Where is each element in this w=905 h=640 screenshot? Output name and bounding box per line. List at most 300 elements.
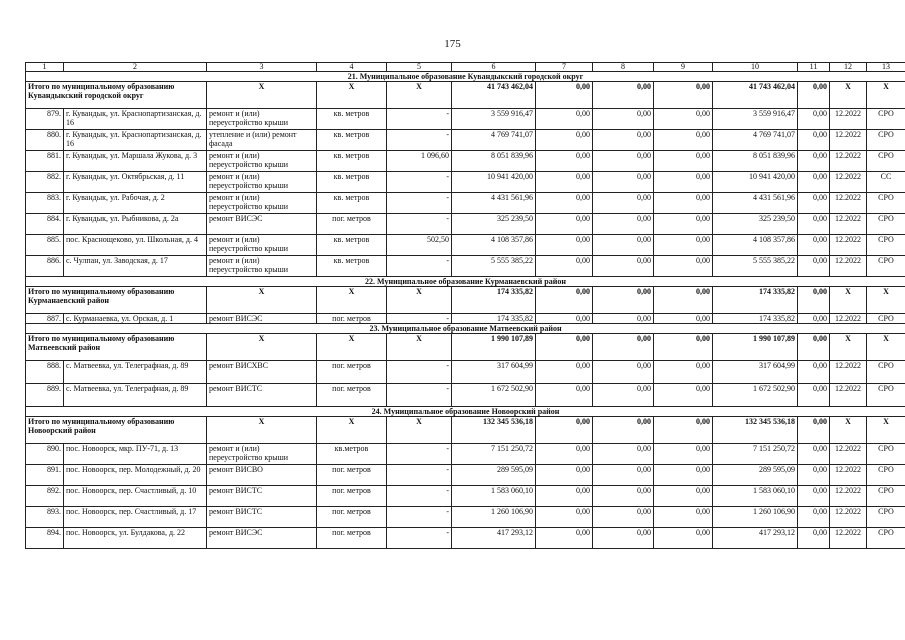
row-deadline: 12.2022: [830, 172, 867, 193]
total-c10: 1 990 107,89: [713, 334, 798, 361]
row-c11: 0,00: [798, 235, 830, 256]
row-c6: 1 260 106,90: [452, 507, 536, 528]
row-c6: 10 941 420,00: [452, 172, 536, 193]
row-c7: 0,00: [536, 465, 593, 486]
total-c5: X: [387, 287, 452, 314]
row-address: пос. Новоорск, пер. Счастливый, д. 10: [64, 486, 207, 507]
row-deadline: 12.2022: [830, 361, 867, 384]
total-c6: 132 345 536,18: [452, 417, 536, 444]
row-c6: 325 239,50: [452, 214, 536, 235]
row-c8: 0,00: [593, 130, 654, 151]
row-unit: пог. метров: [317, 384, 387, 407]
row-c10: 1 672 502,90: [713, 384, 798, 407]
row-c8: 0,00: [593, 384, 654, 407]
row-c6: 1 672 502,90: [452, 384, 536, 407]
row-unit: пог. метров: [317, 486, 387, 507]
table-row: [26, 486, 905, 507]
total-c3: X: [207, 334, 317, 361]
row-number: 879.: [26, 109, 64, 130]
total-c5: X: [387, 82, 452, 109]
column-number: 11: [798, 63, 830, 72]
row-address: с. Матвеевка, ул. Телеграфная, д. 89: [64, 361, 207, 384]
row-method: СРО: [867, 214, 905, 235]
row-c8: 0,00: [593, 214, 654, 235]
row-method: СРО: [867, 384, 905, 407]
row-quantity: -: [387, 465, 452, 486]
row-c11: 0,00: [798, 193, 830, 214]
total-c5: X: [387, 417, 452, 444]
row-c6: 417 293,12: [452, 528, 536, 549]
row-deadline: 12.2022: [830, 465, 867, 486]
row-c8: 0,00: [593, 528, 654, 549]
section-header-row: [26, 277, 905, 287]
total-c9: 0,00: [654, 287, 713, 314]
column-number: 3: [207, 63, 317, 72]
table-row: [26, 256, 905, 277]
row-number: 894.: [26, 528, 64, 549]
column-number-row: [26, 63, 905, 72]
row-number: 887.: [26, 314, 64, 324]
row-c10: 4 431 561,96: [713, 193, 798, 214]
total-label: Итого по муниципальному образованию Новоорский район: [26, 417, 207, 444]
row-unit: кв. метров: [317, 193, 387, 214]
row-c9: 0,00: [654, 172, 713, 193]
row-address: пос. Новоорск, пер. Молодежный, д. 20: [64, 465, 207, 486]
total-c4: X: [317, 417, 387, 444]
row-method: СРО: [867, 528, 905, 549]
section-total-row: [26, 82, 905, 109]
table-row: [26, 528, 905, 549]
row-unit: кв. метров: [317, 151, 387, 172]
total-c3: X: [207, 82, 317, 109]
row-work-type: ремонт ВИСЭС: [207, 214, 317, 235]
total-label: Итого по муниципальному образованию Матвеевский район: [26, 334, 207, 361]
column-number: 2: [64, 63, 207, 72]
total-c10: 41 743 462,04: [713, 82, 798, 109]
row-c9: 0,00: [654, 528, 713, 549]
row-number: 880.: [26, 130, 64, 151]
row-method: СРО: [867, 256, 905, 277]
row-c11: 0,00: [798, 256, 830, 277]
row-deadline: 12.2022: [830, 151, 867, 172]
column-number: 7: [536, 63, 593, 72]
row-c8: 0,00: [593, 444, 654, 465]
row-work-type: ремонт ВИСХВС: [207, 361, 317, 384]
row-c7: 0,00: [536, 109, 593, 130]
row-work-type: ремонт и (или) переустройство крыши: [207, 444, 317, 465]
row-address: г. Кувандык, ул. Маршала Жукова, д. 3: [64, 151, 207, 172]
row-quantity: -: [387, 314, 452, 324]
section-title: 23. Муниципальное образование Матвеевский район: [26, 324, 905, 334]
row-quantity: 502,50: [387, 235, 452, 256]
row-c6: 317 604,99: [452, 361, 536, 384]
row-method: СРО: [867, 193, 905, 214]
section-header-row: [26, 72, 905, 82]
total-c4: X: [317, 334, 387, 361]
row-c9: 0,00: [654, 361, 713, 384]
row-c9: 0,00: [654, 151, 713, 172]
row-unit: пог. метров: [317, 361, 387, 384]
row-quantity: -: [387, 384, 452, 407]
row-c8: 0,00: [593, 465, 654, 486]
row-method: СРО: [867, 361, 905, 384]
total-c6: 174 335,82: [452, 287, 536, 314]
row-c11: 0,00: [798, 172, 830, 193]
table-row: [26, 314, 905, 324]
row-unit: кв.метров: [317, 444, 387, 465]
row-deadline: 12.2022: [830, 444, 867, 465]
row-c11: 0,00: [798, 314, 830, 324]
row-c8: 0,00: [593, 314, 654, 324]
row-number: 882.: [26, 172, 64, 193]
row-address: г. Кувандык, ул. Краснопартизанская, д. 16: [64, 130, 207, 151]
row-method: СРО: [867, 235, 905, 256]
table-row: [26, 130, 905, 151]
total-c8: 0,00: [593, 82, 654, 109]
row-quantity: -: [387, 361, 452, 384]
row-quantity: -: [387, 109, 452, 130]
row-c10: 317 604,99: [713, 361, 798, 384]
row-c10: 1 583 060,10: [713, 486, 798, 507]
row-quantity: -: [387, 130, 452, 151]
row-work-type: ремонт ВИСЭС: [207, 314, 317, 324]
row-c8: 0,00: [593, 361, 654, 384]
row-c11: 0,00: [798, 486, 830, 507]
row-c10: 4 108 357,86: [713, 235, 798, 256]
row-number: 891.: [26, 465, 64, 486]
column-number: 10: [713, 63, 798, 72]
column-number: 12: [830, 63, 867, 72]
row-quantity: -: [387, 444, 452, 465]
total-c3: X: [207, 417, 317, 444]
row-c6: 174 335,82: [452, 314, 536, 324]
row-address: с. Курманаевка, ул. Орская, д. 1: [64, 314, 207, 324]
row-c7: 0,00: [536, 130, 593, 151]
row-c7: 0,00: [536, 314, 593, 324]
row-c8: 0,00: [593, 193, 654, 214]
total-c4: X: [317, 287, 387, 314]
row-c11: 0,00: [798, 384, 830, 407]
total-c13: X: [867, 417, 905, 444]
row-c10: 325 239,50: [713, 214, 798, 235]
section-total-row: [26, 287, 905, 314]
row-c11: 0,00: [798, 507, 830, 528]
row-deadline: 12.2022: [830, 507, 867, 528]
row-unit: кв. метров: [317, 109, 387, 130]
row-c8: 0,00: [593, 172, 654, 193]
row-method: СС: [867, 172, 905, 193]
total-c8: 0,00: [593, 334, 654, 361]
row-method: СРО: [867, 314, 905, 324]
row-quantity: 1 096,60: [387, 151, 452, 172]
total-c12: X: [830, 334, 867, 361]
row-number: 885.: [26, 235, 64, 256]
row-deadline: 12.2022: [830, 130, 867, 151]
row-c9: 0,00: [654, 130, 713, 151]
section-title: 24. Муниципальное образование Новоорский район: [26, 407, 905, 417]
table-row: [26, 193, 905, 214]
table-row: [26, 151, 905, 172]
total-c9: 0,00: [654, 334, 713, 361]
total-c10: 132 345 536,18: [713, 417, 798, 444]
column-number: 4: [317, 63, 387, 72]
row-deadline: 12.2022: [830, 214, 867, 235]
row-c9: 0,00: [654, 235, 713, 256]
row-number: 888.: [26, 361, 64, 384]
row-number: 892.: [26, 486, 64, 507]
row-c11: 0,00: [798, 444, 830, 465]
row-quantity: -: [387, 507, 452, 528]
table-row: [26, 235, 905, 256]
row-c6: 1 583 060,10: [452, 486, 536, 507]
row-unit: пог. метров: [317, 465, 387, 486]
row-c6: 5 555 385,22: [452, 256, 536, 277]
row-c7: 0,00: [536, 172, 593, 193]
row-c10: 8 051 839,96: [713, 151, 798, 172]
row-unit: кв. метров: [317, 256, 387, 277]
table-row: [26, 214, 905, 235]
table-row: [26, 444, 905, 465]
row-c6: 8 051 839,96: [452, 151, 536, 172]
total-c7: 0,00: [536, 334, 593, 361]
row-method: СРО: [867, 507, 905, 528]
row-method: СРО: [867, 109, 905, 130]
row-address: пос. Новоорск, мкр. ПУ-71, д. 13: [64, 444, 207, 465]
section-header-row: [26, 324, 905, 334]
column-number: 9: [654, 63, 713, 72]
row-quantity: -: [387, 256, 452, 277]
row-c6: 7 151 250,72: [452, 444, 536, 465]
row-c10: 10 941 420,00: [713, 172, 798, 193]
table-body: [26, 63, 905, 549]
row-c10: 1 260 106,90: [713, 507, 798, 528]
table-row: [26, 109, 905, 130]
row-c7: 0,00: [536, 193, 593, 214]
table-row: [26, 172, 905, 193]
row-c7: 0,00: [536, 528, 593, 549]
row-number: 881.: [26, 151, 64, 172]
row-address: г. Кувандык, ул. Рыбникова, д. 2а: [64, 214, 207, 235]
row-quantity: -: [387, 214, 452, 235]
row-deadline: 12.2022: [830, 314, 867, 324]
row-c7: 0,00: [536, 214, 593, 235]
capital-repair-table: [25, 62, 905, 549]
row-c9: 0,00: [654, 384, 713, 407]
row-work-type: ремонт и (или) переустройство крыши: [207, 151, 317, 172]
row-c11: 0,00: [798, 151, 830, 172]
table-row: [26, 384, 905, 407]
row-number: 884.: [26, 214, 64, 235]
row-deadline: 12.2022: [830, 486, 867, 507]
total-c6: 1 990 107,89: [452, 334, 536, 361]
row-work-type: ремонт и (или) переустройство крыши: [207, 172, 317, 193]
row-unit: пог. метров: [317, 314, 387, 324]
row-method: СРО: [867, 130, 905, 151]
row-c9: 0,00: [654, 465, 713, 486]
row-c9: 0,00: [654, 214, 713, 235]
section-title: 21. Муниципальное образование Кувандыкский городской округ: [26, 72, 905, 82]
row-c10: 5 555 385,22: [713, 256, 798, 277]
total-c8: 0,00: [593, 287, 654, 314]
row-address: с. Матвеевка, ул. Телеграфная, д. 89: [64, 384, 207, 407]
table-row: [26, 507, 905, 528]
row-unit: пог. метров: [317, 507, 387, 528]
column-number: 8: [593, 63, 654, 72]
row-c11: 0,00: [798, 130, 830, 151]
row-c6: 4 108 357,86: [452, 235, 536, 256]
row-c7: 0,00: [536, 384, 593, 407]
row-c7: 0,00: [536, 486, 593, 507]
row-work-type: ремонт и (или) переустройство крыши: [207, 109, 317, 130]
row-c10: 417 293,12: [713, 528, 798, 549]
row-address: пос. Новоорск, ул. Булдакова, д. 22: [64, 528, 207, 549]
row-method: СРО: [867, 151, 905, 172]
total-c7: 0,00: [536, 417, 593, 444]
row-work-type: ремонт ВИСЭС: [207, 528, 317, 549]
row-deadline: 12.2022: [830, 384, 867, 407]
row-unit: пог. метров: [317, 528, 387, 549]
total-label: Итого по муниципальному образованию Курманаевский район: [26, 287, 207, 314]
column-number: 5: [387, 63, 452, 72]
row-c8: 0,00: [593, 109, 654, 130]
row-c7: 0,00: [536, 361, 593, 384]
row-c7: 0,00: [536, 507, 593, 528]
row-address: с. Чулпан, ул. Заводская, д. 17: [64, 256, 207, 277]
row-work-type: ремонт и (или) переустройство крыши: [207, 256, 317, 277]
row-quantity: -: [387, 193, 452, 214]
row-number: 893.: [26, 507, 64, 528]
row-c8: 0,00: [593, 507, 654, 528]
row-c9: 0,00: [654, 256, 713, 277]
row-c6: 4 431 561,96: [452, 193, 536, 214]
row-number: 889.: [26, 384, 64, 407]
row-work-type: ремонт ВИСТС: [207, 384, 317, 407]
row-number: 890.: [26, 444, 64, 465]
row-deadline: 12.2022: [830, 256, 867, 277]
row-c7: 0,00: [536, 235, 593, 256]
row-c11: 0,00: [798, 528, 830, 549]
row-address: пос. Новоорск, пер. Счастливый, д. 17: [64, 507, 207, 528]
total-c3: X: [207, 287, 317, 314]
row-c10: 289 595,09: [713, 465, 798, 486]
row-work-type: ремонт ВИСВО: [207, 465, 317, 486]
row-c11: 0,00: [798, 214, 830, 235]
total-c6: 41 743 462,04: [452, 82, 536, 109]
row-unit: пог. метров: [317, 214, 387, 235]
row-c9: 0,00: [654, 486, 713, 507]
section-total-row: [26, 334, 905, 361]
total-c13: X: [867, 82, 905, 109]
row-c9: 0,00: [654, 193, 713, 214]
total-c10: 174 335,82: [713, 287, 798, 314]
row-c9: 0,00: [654, 314, 713, 324]
row-c9: 0,00: [654, 109, 713, 130]
row-address: г. Кувандык, ул. Октябрьская, д. 11: [64, 172, 207, 193]
total-label: Итого по муниципальному образованию Кувандыкский городской округ: [26, 82, 207, 109]
row-c7: 0,00: [536, 444, 593, 465]
row-method: СРО: [867, 486, 905, 507]
total-c9: 0,00: [654, 417, 713, 444]
row-c11: 0,00: [798, 361, 830, 384]
row-c10: 3 559 916,47: [713, 109, 798, 130]
total-c11: 0,00: [798, 334, 830, 361]
row-c9: 0,00: [654, 444, 713, 465]
total-c13: X: [867, 287, 905, 314]
row-quantity: -: [387, 528, 452, 549]
section-title: 22. Муниципальное образование Курманаевский район: [26, 277, 905, 287]
row-c8: 0,00: [593, 256, 654, 277]
total-c4: X: [317, 82, 387, 109]
row-c8: 0,00: [593, 486, 654, 507]
total-c7: 0,00: [536, 82, 593, 109]
row-work-type: ремонт и (или) переустройство крыши: [207, 235, 317, 256]
total-c12: X: [830, 287, 867, 314]
section-total-row: [26, 417, 905, 444]
total-c11: 0,00: [798, 287, 830, 314]
row-address: г. Кувандык, ул. Рабочая, д. 2: [64, 193, 207, 214]
total-c11: 0,00: [798, 417, 830, 444]
row-deadline: 12.2022: [830, 109, 867, 130]
row-address: пос. Краснощеково, ул. Школьная, д. 4: [64, 235, 207, 256]
row-deadline: 12.2022: [830, 193, 867, 214]
total-c13: X: [867, 334, 905, 361]
table-row: [26, 465, 905, 486]
total-c12: X: [830, 82, 867, 109]
row-c10: 174 335,82: [713, 314, 798, 324]
row-work-type: ремонт ВИСТС: [207, 507, 317, 528]
column-number: 1: [26, 63, 64, 72]
row-c11: 0,00: [798, 465, 830, 486]
row-c7: 0,00: [536, 151, 593, 172]
row-c8: 0,00: [593, 151, 654, 172]
row-work-type: утепление и (или) ремонт фасада: [207, 130, 317, 151]
row-c6: 4 769 741,07: [452, 130, 536, 151]
row-number: 886.: [26, 256, 64, 277]
page-number: 175: [444, 38, 461, 50]
total-c8: 0,00: [593, 417, 654, 444]
row-c6: 3 559 916,47: [452, 109, 536, 130]
row-c9: 0,00: [654, 507, 713, 528]
column-number: 6: [452, 63, 536, 72]
row-unit: кв. метров: [317, 172, 387, 193]
total-c9: 0,00: [654, 82, 713, 109]
row-work-type: ремонт ВИСТС: [207, 486, 317, 507]
row-quantity: -: [387, 486, 452, 507]
row-unit: кв. метров: [317, 235, 387, 256]
row-c11: 0,00: [798, 109, 830, 130]
row-method: СРО: [867, 444, 905, 465]
row-number: 883.: [26, 193, 64, 214]
row-deadline: 12.2022: [830, 235, 867, 256]
column-number: 13: [867, 63, 905, 72]
row-quantity: -: [387, 172, 452, 193]
row-c6: 289 595,09: [452, 465, 536, 486]
total-c12: X: [830, 417, 867, 444]
row-method: СРО: [867, 465, 905, 486]
section-header-row: [26, 407, 905, 417]
row-c10: 4 769 741,07: [713, 130, 798, 151]
row-work-type: ремонт и (или) переустройство крыши: [207, 193, 317, 214]
total-c5: X: [387, 334, 452, 361]
total-c7: 0,00: [536, 287, 593, 314]
row-deadline: 12.2022: [830, 528, 867, 549]
row-address: г. Кувандык, ул. Краснопартизанская, д. 16: [64, 109, 207, 130]
row-c7: 0,00: [536, 256, 593, 277]
row-c10: 7 151 250,72: [713, 444, 798, 465]
row-c8: 0,00: [593, 235, 654, 256]
total-c11: 0,00: [798, 82, 830, 109]
row-unit: кв. метров: [317, 130, 387, 151]
